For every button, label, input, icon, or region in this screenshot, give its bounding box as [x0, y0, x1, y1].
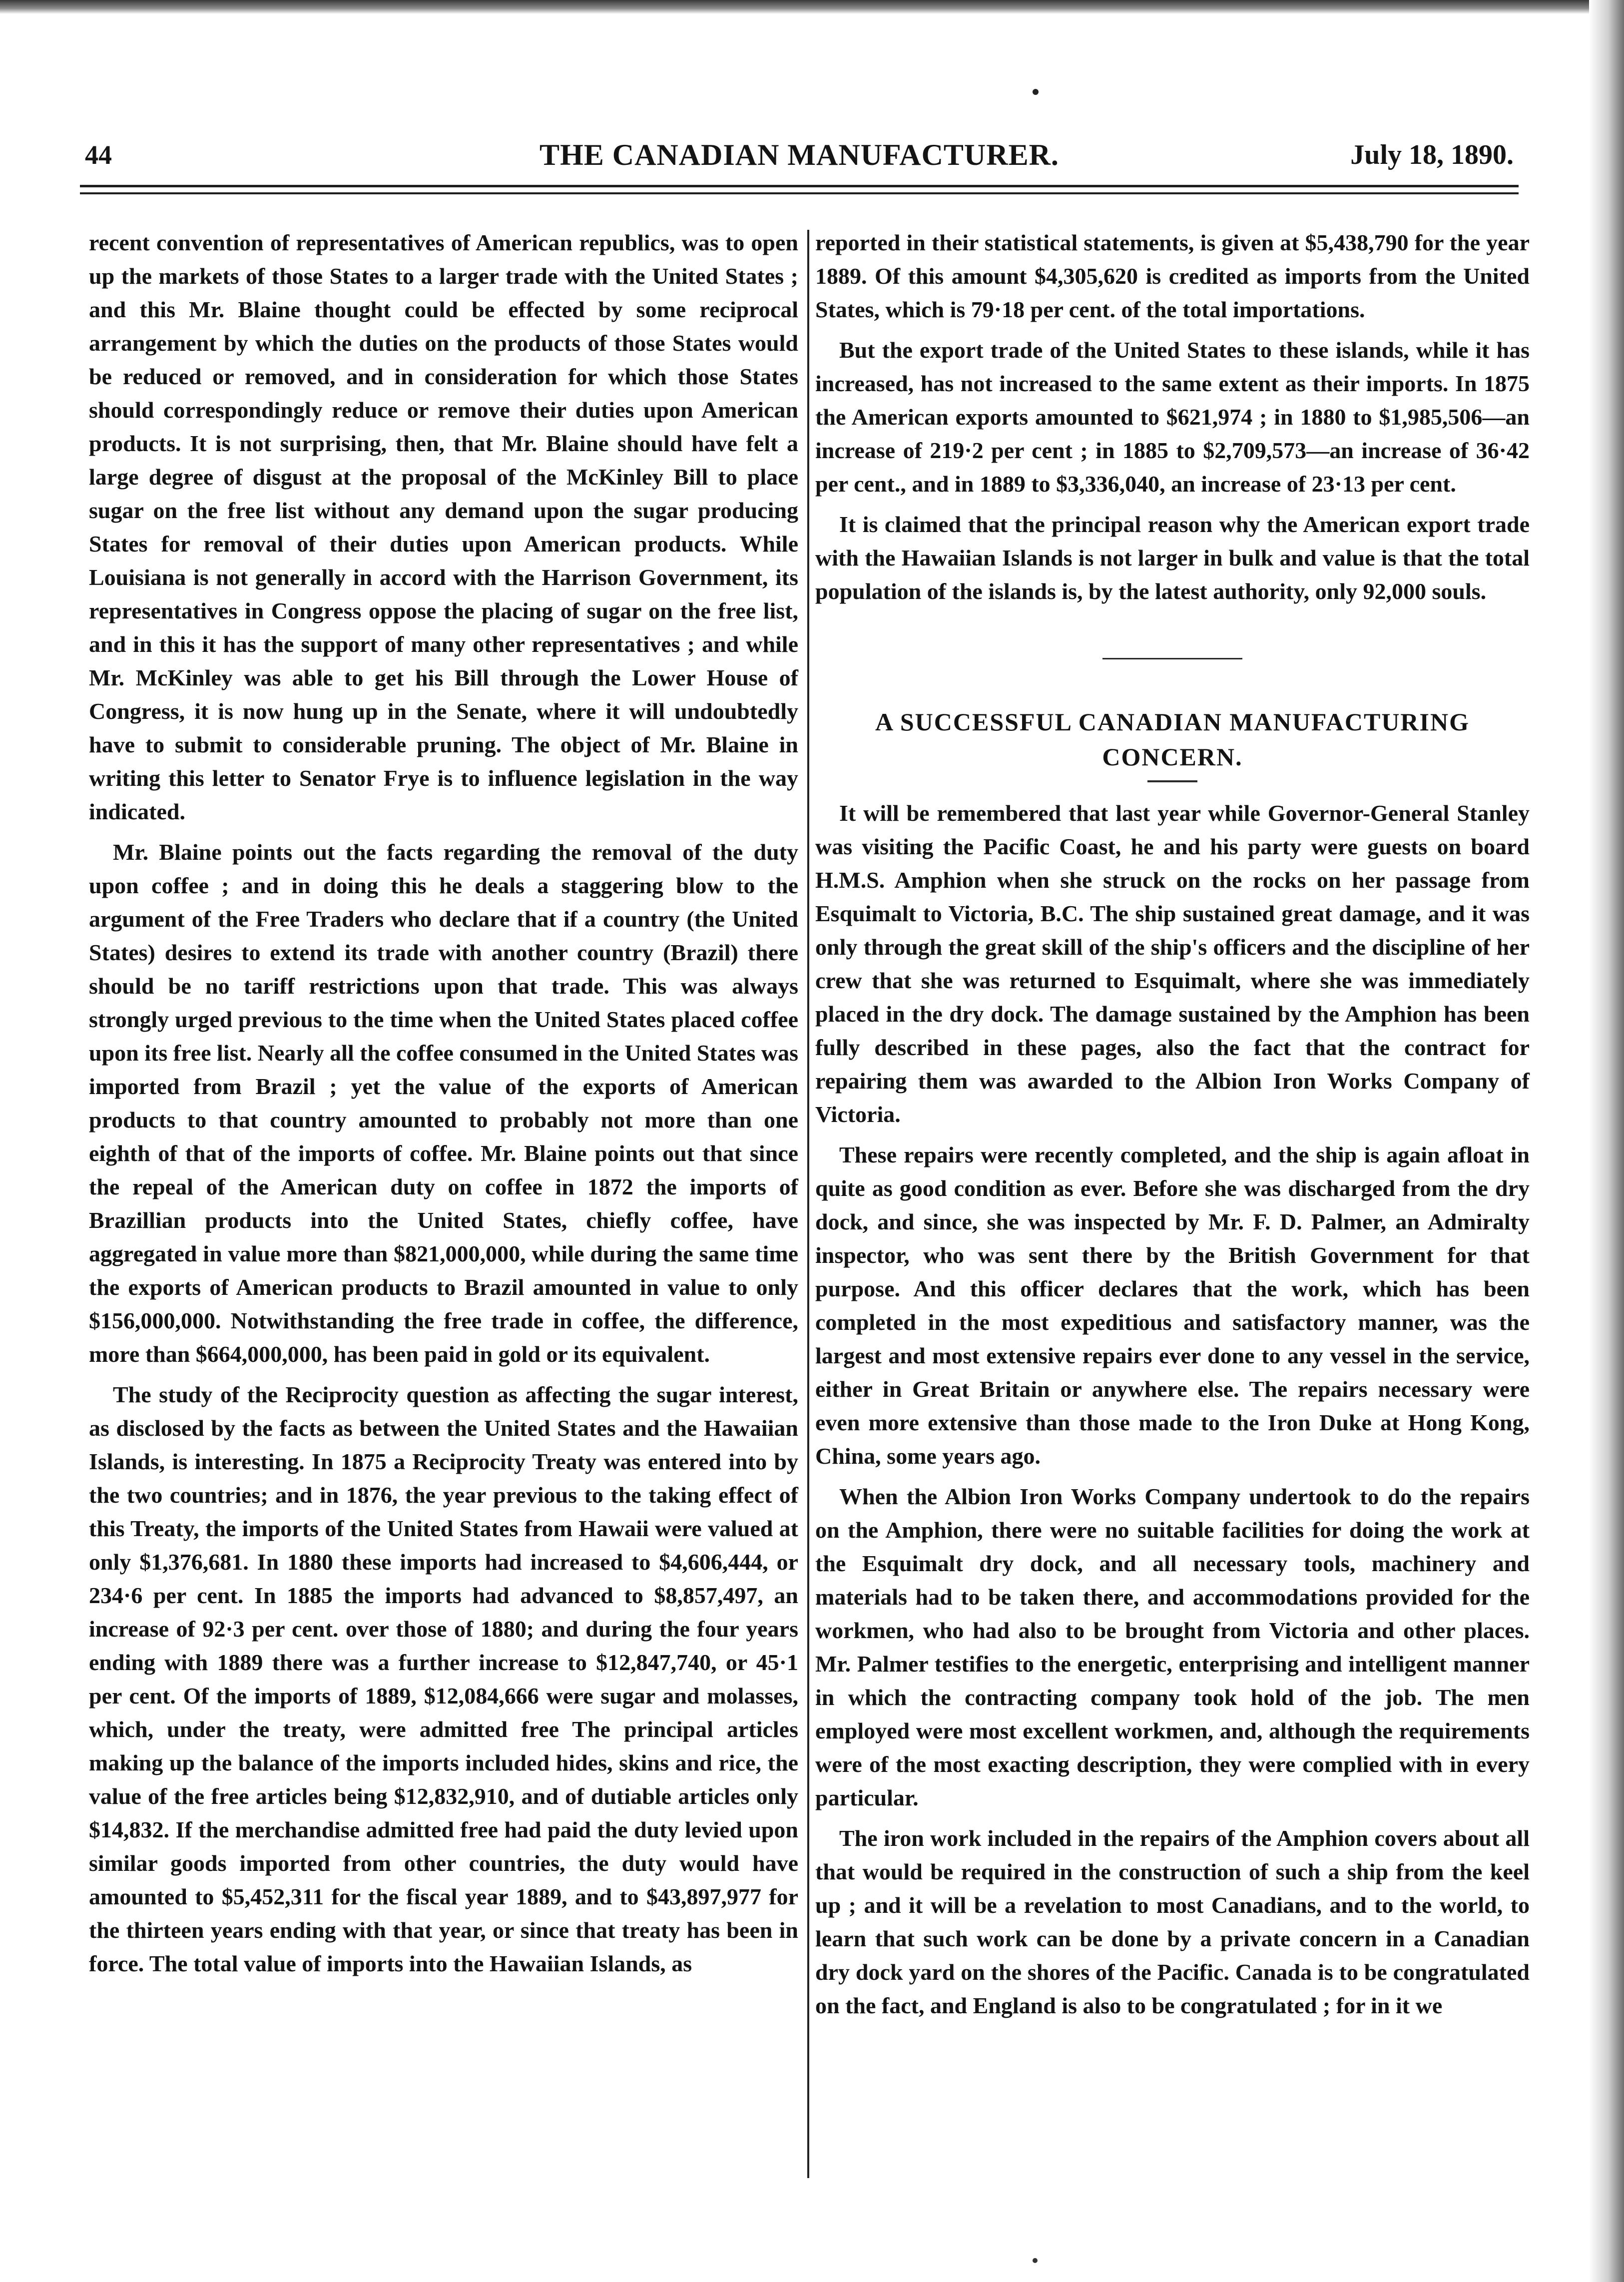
print-speck-bottom — [1033, 2258, 1038, 2263]
article-separator — [1102, 658, 1242, 659]
paragraph: But the export trade of the United States to these islands, while it has increased, has not increased to the same extent as their imports. In 1875 the American exports amounted to $621,974 ; in 1880 to $1,985,506—an increase of 219·2 per cent ; in 1885 to $2,709,573—an increase of 36·42 per cent., and in 1889 to $3,336,040, an increase of 23·13 per cent. — [815, 337, 1530, 497]
article-paragraph: These repairs were recently completed, and the ship is again afloat in quite as good condition as ever. Before she was discharged from the dry dock, and since, she was inspected by Mr. F. D. Palmer, an Admiralty inspector, who was sent there by the British Government for that purpose. And this officer declares that the work, which has been completed in the most expeditious and satisfactory manner, was the largest and most extensive repairs ever done to any vessel in the service, either in Great Britain or anywhere else. The repairs necessary were even more extensive than those made to the Iron Duke at Hong Kong, China, some years ago. — [815, 1142, 1530, 1469]
right-column — [815, 226, 1530, 2029]
article-paragraph: It will be remembered that last year while Governor-General Stanley was visiting the Pacific Coast, he and his party were guests on board H.M.S. Amphion when she struck on the rocks on her passage from Esquimalt to Victoria, B.C. The ship sustained great damage, and it was only through the great skill of the ship's officers and the discipline of her crew that she was returned to Esquimalt, where she was immediately placed in the dry dock. The damage sustained by the Amphion has been fully described in these pages, also the fact that the contract for repairing them was awarded to the Albion Iron Works Company of Victoria. — [815, 800, 1530, 1127]
column-divider — [807, 230, 809, 2178]
paragraph: recent convention of representatives of American republics, was to open up the markets of those States to a larger trade with the United States ; and this Mr. Blaine thought could be effected by some reciprocal arrangement by which the duties on the products of those States would be reduced or removed, and in consideration for which those States should correspondingly reduce or remove their duties upon American products. It is not surprising, then, that Mr. Blaine should have felt a large degree of disgust at the proposal of the McKinley Bill to place sugar on the free list without any demand upon the sugar producing States for removal of their duties upon American products. While Louisiana is not generally in accord with the Harrison Government, its representatives in Congress oppose the placing of sugar on the free list, and in this it has the support of many other representatives ; and while Mr. McKinley was able to get his Bill through the Lower House of Congress, it is now hung up in the Senate, where it will undoubtedly have to submit to considerable pruning. The object of Mr. Blaine in writing this letter to Senator Frye is to influence legislation in the way indicated. — [89, 230, 798, 824]
paragraph: reported in their statistical statements, is given at $5,438,790 for the year 1889. Of this amount $4,305,620 is credited as imports from the United States, which is 79·18 per cent. of the total importations. — [815, 230, 1530, 322]
headline-rule — [1147, 780, 1197, 782]
page-top-edge — [0, 0, 1624, 14]
article-paragraph: The iron work included in the repairs of the Amphion covers about all that would be required in the construction of such a ship from the keel up ; and it will be a revelation to most Canadians, and to the world, to learn that such work can be done by a private concern in a Canadian dry dock yard on the shores of the Pacific. Canada is to be congratulated on the fact, and England is also to be congratulated ; for in it we — [815, 1825, 1530, 2018]
issue-date: July 18, 1890. — [1350, 139, 1514, 170]
page-header — [85, 135, 1514, 175]
page-number: 44 — [85, 140, 112, 170]
paragraph: It is claimed that the principal reason why the American export trade with the Hawaiian Islands is not larger in bulk and value is that the total population of the islands is, by the latest authority, only 92,000 souls. — [815, 512, 1530, 604]
left-column — [89, 226, 798, 1987]
journal-title: THE CANADIAN MANUFACTURER. — [540, 138, 1059, 171]
paragraph: Mr. Blaine points out the facts regarding the removal of the duty upon coffee ; and in doing this he deals a staggering blow to the argument of the Free Traders who declare that if a country (the United States) desires to extend its trade with another country (Brazil) there should be no tariff restrictions upon that trade. This was always strongly urged previous to the time when the United States placed coffee upon its free list. Nearly all the coffee consumed in the United States was imported from Brazil ; yet the value of the exports of American products to that country amounted to probably not more than one eighth of that of the imports of coffee. Mr. Blaine points out that since the repeal of the American duty on coffee in 1872 the imports of Brazillian products into the United States, chiefly coffee, have aggregated in value more than $821,000,000, while during the same time the exports of American products to Brazil amounted in value to only $156,000,000. Notwithstanding the free trade in coffee, the difference, more than $664,000,000, has been paid in gold or its equivalent. — [89, 839, 798, 1367]
header-rule — [80, 185, 1519, 187]
print-speck — [1033, 89, 1039, 95]
article-paragraph: When the Albion Iron Works Company undertook to do the repairs on the Amphion, there were no suitable facilities for doing the work at the Esquimalt dry dock, and all necessary tools, machinery and materials had to be taken there, and accommodations provided for the workmen, who had also to be brought from Victoria and other places. Mr. Palmer testifies to the energetic, enterprising and intelligent manner in which the contracting company took hold of the job. The men employed were most excellent workmen, and, although the requirements were of the most exacting description, they were complied with in every particular. — [815, 1484, 1530, 1810]
article-headline: A SUCCESSFUL CANADIAN MANUFACTURING CONCERN. — [875, 708, 1470, 771]
header-rule-double — [80, 192, 1519, 194]
page-binding-shadow — [1589, 0, 1624, 2282]
paragraph: The study of the Reciprocity question as affecting the sugar interest, as disclosed by the facts as between the United States and the Hawaiian Islands, is interesting. In 1875 a Reciprocity Treaty was entered into by the two countries; and in 1876, the year previous to the taking effect of this Treaty, the imports of the United States from Hawaii were valued at only $1,376,681. In 1880 these imports had increased to $4,606,444, or 234·6 per cent. In 1885 the imports had advanced to $8,857,497, an increase of 92·3 per cent. over those of 1880; and during the four years ending with 1889 there was a further increase to $12,847,740, or 45·1 per cent. Of the imports of 1889, $12,084,666 were sugar and molasses, which, under the treaty, were admitted free The principal articles making up the balance of the imports included hides, skins and rice, the value of the free articles being $12,832,910, and of dutiable articles only $14,832. If the merchandise admitted free had paid the duty levied upon similar goods imported from other countries, the duty would have amounted to $5,452,311 for the fiscal year 1889, and to $43,897,977 for the thirteen years ending with that year, or since that treaty has been in force. The total value of imports into the Hawaiian Islands, as — [89, 1382, 798, 1976]
